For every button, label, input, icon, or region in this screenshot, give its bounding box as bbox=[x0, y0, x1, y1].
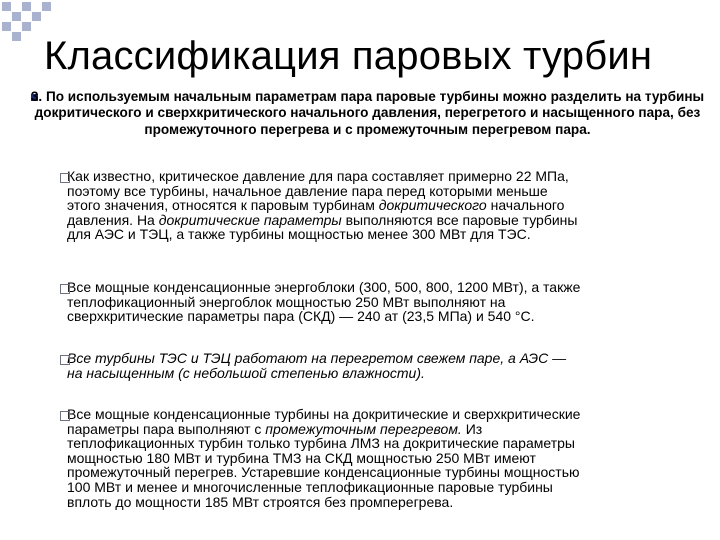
list-item-line: сверхкритические параметры пара (СКД) — 240 ат (23,5 МПа) и 540 °С. bbox=[67, 308, 535, 325]
checkbox-bullet-icon bbox=[60, 411, 70, 421]
list-item-line: Все мощные конденсационные турбины на докритические и сверхкритические bbox=[67, 406, 581, 422]
list-item-text bbox=[67, 407, 700, 509]
list-item bbox=[60, 351, 700, 380]
list-item-line: теплофикационных турбин только турбина ЛМЗ на докритические параметры bbox=[67, 435, 575, 452]
list-item-line: давления. На докритические параметры выполняются все паровые турбины bbox=[67, 211, 578, 228]
checkbox-bullet-icon bbox=[60, 355, 70, 365]
checkbox-bullet-icon bbox=[60, 173, 70, 183]
list-item-line: для АЭС и ТЭЦ, а также турбины мощностью менее 300 МВт для ТЭС. bbox=[67, 226, 531, 243]
list-item-line: Все турбины ТЭС и ТЭЦ работают на перегретом свежем паре, а АЭС — bbox=[67, 350, 567, 366]
list-item-line: 100 МВт и менее и многочисленные теплофикационные паровые турбины bbox=[67, 478, 553, 495]
list-item-line: этого значения, относятся к паровым турбинам докритического начального bbox=[67, 197, 565, 214]
slide-title: Классификация паровых турбин bbox=[44, 34, 653, 78]
list-item-line: промежуточный перегрев. Устаревшие конденсационные турбины мощностью bbox=[67, 464, 580, 481]
list-item-text bbox=[67, 280, 700, 324]
list-item-text bbox=[67, 169, 700, 242]
intro-paragraph: 3. По используемым начальным параметрам пара паровые турбины можно разделить на турбины докритического и сверхкритического начального давления, перегретого и насыщенного пара, без промежуточного перегрева и с промежуточным перегревом пара. bbox=[30, 89, 705, 137]
list-item-line: теплофикационный энергоблок мощностью 250 МВт выполняют на bbox=[67, 293, 506, 310]
list-item-line: параметры пара выполняют с промежуточным перегревом. Из bbox=[67, 420, 483, 437]
list-item bbox=[60, 407, 700, 509]
list-item-text bbox=[67, 351, 700, 380]
list-item-line: Как известно, критическое давление для пара составляет примерно 22 МПа, bbox=[67, 168, 569, 184]
list-item bbox=[60, 280, 700, 324]
list-item-line: вплоть до мощности 185 МВт строятся без промперегрева. bbox=[67, 493, 454, 510]
list-item bbox=[60, 169, 700, 242]
list-item-line: Все мощные конденсационные энергоблоки (300, 500, 800, 1200 МВт), а также bbox=[67, 279, 581, 295]
list-item-line: на насыщенным (с небольшой степенью влажности). bbox=[67, 364, 425, 381]
list-item-line: поэтому все турбины, начальное давление пара перед которыми меньше bbox=[67, 182, 548, 199]
list-item-line: мощностью 180 МВт и турбина ТМЗ на СКД мощностью 250 МВт имеют bbox=[67, 449, 536, 466]
checkbox-bullet-icon bbox=[60, 284, 70, 294]
